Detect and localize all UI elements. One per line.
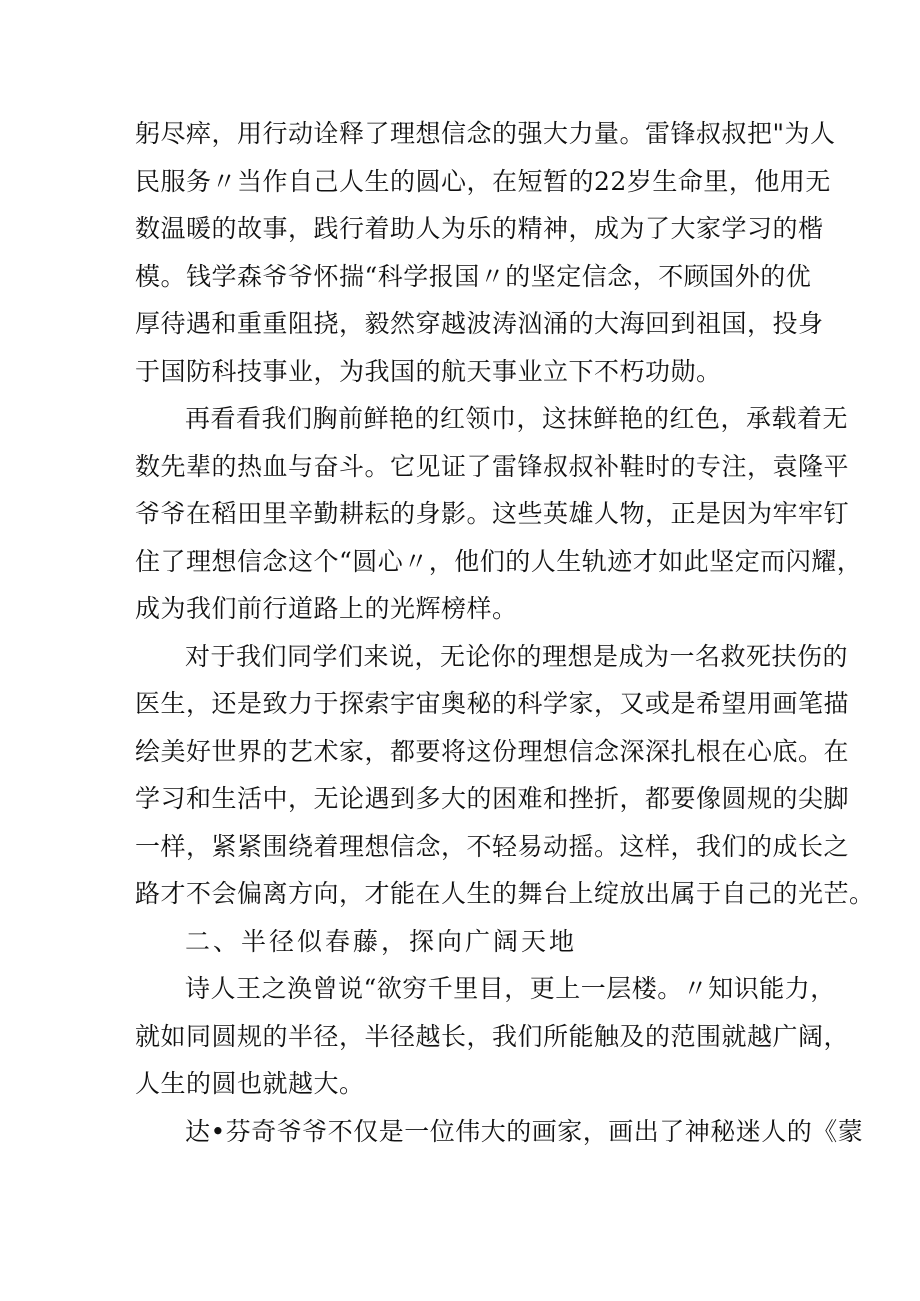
paragraph-students [135,633,875,918]
text-line: 数先辈的热血与奋斗。它见证了雷锋叔叔补鞋时的专注，袁隆平 [135,451,850,481]
paragraph-da-vinci [135,1108,864,1156]
paragraph-poem-quote [135,965,850,1108]
text-line: 厚待遇和重重阻挠，毅然穿越波涛汹涌的大海回到祖国，投身 [135,309,824,338]
paragraph-role-models [135,110,836,395]
text-line: 住了理想信念这个“圆心〃，他们的人生轨迹才如此坚定而闪耀， [135,546,863,576]
text-line: 数温暖的故事，践行着助人为乐的精神，成为了大家学习的楷 [135,214,824,243]
document-body [135,110,875,1155]
paragraph-red-scarf [135,395,863,633]
text-line: 就如同圆规的半径，半径越长，我们所能触及的范围就越广阔， [135,1021,850,1051]
text-line: 绘美好世界的艺术家，都要将这份理想信念深深扎根在心底。在 [135,736,850,766]
text-line: 路才不会偏离方向，才能在人生的舞台上绽放出属于自己的光芒。 [135,879,875,908]
text-line: 民服务〃当作自己人生的圆心，在短暂的22岁生命里，他用无 [135,166,831,196]
text-line: 成为我们前行道路上的光辉榜样。 [135,594,518,623]
text-line: 诗人王之涣曾说“欲穷千里目，更上一层楼。〃知识能力， [185,974,836,1003]
text-line: 人生的圆也就越大。 [135,1069,365,1098]
text-line: 模。钱学森爷爷怀揣“科学报国〃的坚定信念，不顾国外的优 [135,261,812,291]
text-line: 达•芬奇爷爷不仅是一位伟大的画家，画出了神秘迷人的《蒙 [185,1116,864,1146]
text-line: 对于我们同学们来说，无论你的理想是成为一名救死扶伤的 [185,641,849,671]
text-line: 一样，紧紧围绕着理想信念，不轻易动摇。这样，我们的成长之 [135,831,850,861]
section-heading: 二、半径似春藤，探向广阔天地 [185,926,578,956]
text-line: 再看看我们胸前鲜艳的红领巾，这抹鲜艳的红色，承载着无 [185,404,849,433]
text-line: 学习和生活中，无论遇到多大的困难和挫折，都要像圆规的尖脚 [135,784,850,813]
text-line: 于国防科技事业，为我国的航天事业立下不朽功勋。 [135,356,722,386]
text-line: 医生，还是致力于探索宇宙奥秘的科学家，又或是希望用画笔描 [135,689,850,718]
text-line: 躬尽瘁，用行动诠释了理想信念的强大力量。雷锋叔叔把"为人 [135,119,836,148]
text-line: 爷爷在稻田里辛勤耕耘的身影。这些英雄人物，正是因为牢牢钉 [135,499,850,528]
